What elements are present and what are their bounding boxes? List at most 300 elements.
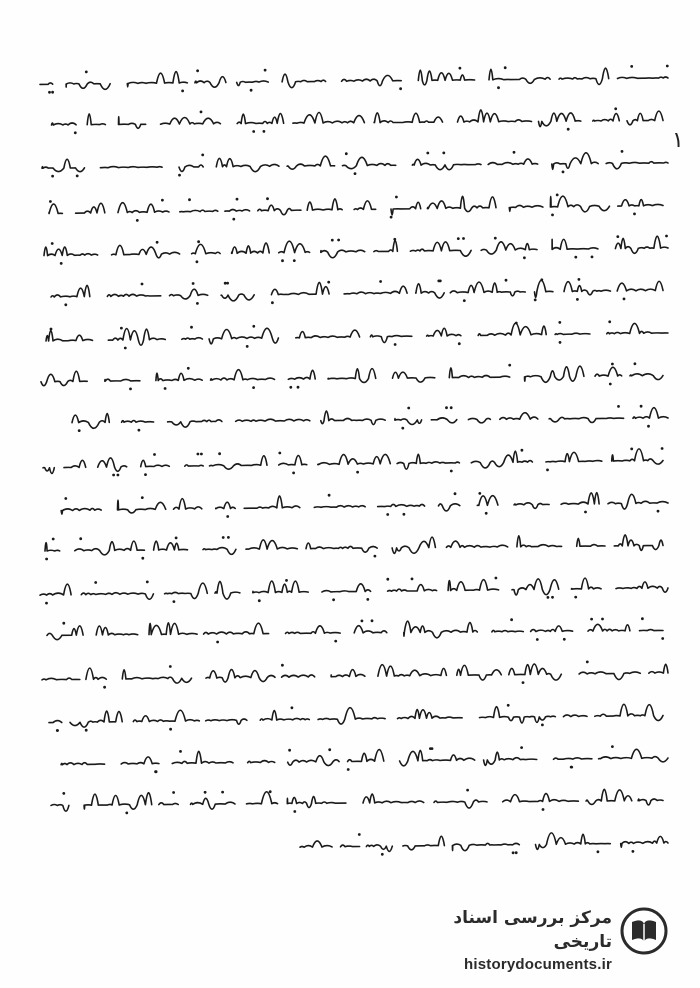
handwriting-dot xyxy=(74,131,77,134)
handwriting-word xyxy=(40,584,71,595)
handwriting-word xyxy=(488,159,538,165)
handwriting-word xyxy=(393,372,435,382)
handwriting-word xyxy=(492,630,523,631)
handwriting-word xyxy=(191,798,236,809)
handwriting-word xyxy=(509,205,543,211)
handwriting-word xyxy=(599,749,668,762)
handwriting-dot xyxy=(616,235,619,238)
handwriting-word xyxy=(400,750,475,765)
handwriting-dot xyxy=(521,449,524,452)
handwriting-dot xyxy=(520,746,523,749)
handwriting-word xyxy=(370,335,411,343)
handwriting-dot xyxy=(51,242,54,245)
handwriting-dot xyxy=(647,425,650,428)
handwriting-word xyxy=(133,710,199,721)
handwriting-dot xyxy=(494,237,497,240)
handwriting-word xyxy=(206,670,275,682)
handwriting-word xyxy=(221,294,254,301)
handwriting-word xyxy=(586,789,632,804)
handwriting-dot xyxy=(188,198,191,201)
handwriting-dot xyxy=(381,853,384,856)
handwriting-word xyxy=(617,281,663,291)
handwriting-dot xyxy=(94,581,97,584)
handwriting-word xyxy=(552,239,598,249)
handwriting-word xyxy=(579,672,640,680)
handwriting-dot xyxy=(112,474,115,477)
handwriting-word xyxy=(633,408,668,419)
handwriting-dot xyxy=(666,65,669,68)
handwriting-dot xyxy=(390,216,393,219)
handwriting-word xyxy=(434,800,487,808)
handwriting-dot xyxy=(64,303,67,306)
handwriting-word xyxy=(450,282,525,296)
handwriting-word xyxy=(61,508,101,514)
handwriting-dot xyxy=(173,600,176,603)
handwriting-word xyxy=(112,245,180,257)
handwriting-dot xyxy=(403,513,406,516)
handwriting-word xyxy=(168,420,222,427)
handwriting-word xyxy=(81,593,153,600)
handwriting-dot xyxy=(169,665,172,668)
handwriting-word xyxy=(43,468,54,474)
handwriting-word xyxy=(204,623,269,634)
handwriting-word xyxy=(64,460,86,467)
handwriting-word xyxy=(258,205,301,215)
handwriting-word xyxy=(410,242,471,256)
handwriting-word xyxy=(282,74,326,88)
handwriting-dot xyxy=(485,512,488,515)
handwriting-word xyxy=(306,543,377,552)
handwriting-word xyxy=(489,69,550,83)
handwriting-word xyxy=(70,711,122,727)
handwriting-word xyxy=(354,626,387,633)
handwriting-word xyxy=(391,202,421,215)
handwriting-word xyxy=(210,456,268,469)
handwriting-dot xyxy=(641,617,644,620)
handwriting-dot xyxy=(222,536,225,539)
handwriting-word xyxy=(366,845,392,852)
handwriting-word xyxy=(398,710,463,719)
handwriting-word xyxy=(118,500,166,513)
handwriting-word xyxy=(237,114,283,124)
handwriting-dot xyxy=(331,239,334,242)
handwriting-dot xyxy=(508,364,511,367)
handwriting-word xyxy=(225,210,250,212)
handwriting-word xyxy=(549,417,624,422)
handwriting-word xyxy=(392,537,435,553)
handwriting-word xyxy=(427,328,461,336)
handwriting-dot xyxy=(124,347,127,350)
handwriting-dot xyxy=(179,750,182,753)
handwriting-word xyxy=(206,719,247,724)
handwriting-dot xyxy=(52,538,55,541)
handwriting-dot xyxy=(252,130,255,133)
handwriting-dot xyxy=(169,728,172,731)
handwriting-dot xyxy=(141,557,144,560)
handwriting-dot xyxy=(630,65,633,68)
handwriting-word xyxy=(342,75,402,85)
handwriting-dot xyxy=(366,598,369,601)
handwriting-dot xyxy=(551,214,554,217)
handwriting-word xyxy=(638,799,663,805)
handwriting-word xyxy=(618,77,669,79)
handwriting-word xyxy=(517,536,562,547)
handwriting-word xyxy=(427,196,496,211)
handwriting-word xyxy=(321,411,385,425)
handwriting-dot xyxy=(556,194,559,197)
handwriting-word xyxy=(374,240,398,251)
handwriting-word xyxy=(608,494,668,509)
handwriting-word xyxy=(378,665,447,676)
handwriting-dot xyxy=(431,747,434,750)
handwriting-word xyxy=(72,414,109,429)
handwriting-word xyxy=(322,584,371,592)
handwriting-word xyxy=(593,114,620,121)
handwriting-word xyxy=(535,280,553,297)
handwriting-word xyxy=(477,496,498,506)
handwriting-word xyxy=(331,670,365,677)
handwriting-dot xyxy=(586,661,589,664)
handwriting-word xyxy=(328,369,376,383)
handwriting-dot xyxy=(269,790,272,793)
handwriting-word xyxy=(552,153,598,169)
handwriting-dot xyxy=(522,681,525,684)
handwriting-word xyxy=(621,836,668,847)
handwriting-dot xyxy=(574,596,577,599)
handwriting-dot xyxy=(386,578,389,581)
handwriting-word xyxy=(286,626,341,634)
handwriting-word xyxy=(192,244,221,253)
handwriting-word xyxy=(216,158,279,171)
handwriting-dot xyxy=(291,706,294,709)
handwriting-dot xyxy=(576,298,579,301)
handwriting-word xyxy=(354,201,376,210)
handwriting-word xyxy=(418,70,474,85)
handwriting-dot xyxy=(358,833,361,836)
handwriting-word xyxy=(211,370,275,380)
handwriting-dot xyxy=(85,729,88,732)
book-emblem-icon xyxy=(618,904,670,958)
handwriting-word xyxy=(449,368,509,378)
handwriting-word xyxy=(363,794,424,803)
handwriting-dot xyxy=(621,150,624,153)
handwriting-dot xyxy=(175,537,178,540)
handwriting-dot xyxy=(60,262,63,265)
handwriting-dot xyxy=(103,686,106,689)
handwriting-dot xyxy=(634,362,637,365)
handwriting-dot xyxy=(221,791,224,794)
handwriting-word xyxy=(374,113,442,123)
handwriting-dot xyxy=(281,259,284,262)
handwriting-dot xyxy=(62,622,65,625)
handwriting-word xyxy=(531,626,573,632)
handwriting-dot xyxy=(293,810,296,813)
handwriting-word xyxy=(431,418,457,423)
handwriting-dot xyxy=(204,791,207,794)
handwriting-word xyxy=(555,333,590,334)
handwriting-dot xyxy=(454,492,457,495)
handwriting-word xyxy=(627,111,663,125)
handwriting-word xyxy=(525,366,584,382)
handwriting-dot xyxy=(56,729,59,732)
handwriting-dot xyxy=(51,175,54,178)
handwriting-dot xyxy=(665,235,668,238)
handwriting-word xyxy=(452,843,519,850)
handwriting-word xyxy=(282,675,315,677)
handwriting-word xyxy=(514,503,549,509)
handwriting-dot xyxy=(623,298,626,301)
handwriting-word xyxy=(348,750,384,762)
handwriting-word xyxy=(536,833,611,850)
handwriting-dot xyxy=(661,637,664,640)
handwriting-dot xyxy=(551,596,554,599)
handwriting-dot xyxy=(547,596,550,599)
watermark-website: historydocuments.ir xyxy=(464,956,612,973)
handwriting-dot xyxy=(224,282,227,285)
handwriting-dot xyxy=(541,724,544,727)
handwriting-dot xyxy=(141,283,144,286)
handwriting-dot xyxy=(45,602,48,605)
handwriting-word xyxy=(108,329,165,346)
handwriting-word xyxy=(458,110,532,122)
handwriting-dot xyxy=(129,388,132,391)
handwriting-word xyxy=(159,803,178,805)
handwriting-dot xyxy=(258,599,261,602)
handwriting-word xyxy=(122,421,154,423)
handwriting-dot xyxy=(347,768,350,771)
handwriting-dot xyxy=(457,237,460,240)
handwriting-dot xyxy=(393,238,396,241)
handwriting-dot xyxy=(608,320,611,323)
handwriting-dot xyxy=(337,239,340,242)
handwriting-word xyxy=(607,323,668,333)
handwriting-word xyxy=(149,623,197,635)
handwriting-word xyxy=(42,159,85,171)
handwriting-word xyxy=(215,581,240,599)
handwriting-dot xyxy=(271,301,274,304)
handwriting-dot xyxy=(200,111,203,114)
handwriting-dot xyxy=(64,497,67,500)
handwriting-dot xyxy=(459,67,462,70)
handwriting-word xyxy=(66,82,110,89)
handwriting-dot xyxy=(62,792,65,795)
handwriting-dot xyxy=(450,470,453,473)
handwriting-word xyxy=(559,68,609,84)
handwriting-word xyxy=(478,323,546,335)
handwriting-dot xyxy=(236,198,239,201)
handwriting-word xyxy=(45,543,60,551)
handwriting-dot xyxy=(633,213,636,216)
handwriting-word xyxy=(588,624,630,631)
handwriting-word xyxy=(236,419,310,421)
handwriting-dot xyxy=(154,770,157,773)
handwriting-word xyxy=(161,118,221,125)
handwriting-word xyxy=(403,836,445,850)
handwriting-dot xyxy=(289,386,292,389)
handwriting-dot xyxy=(630,448,633,451)
handwriting-dot xyxy=(201,154,204,157)
handwriting-word xyxy=(503,794,579,802)
handwriting-dot xyxy=(190,326,193,329)
handwriting-word xyxy=(195,77,226,88)
handwriting-word xyxy=(253,581,308,593)
handwriting-dot xyxy=(657,510,660,513)
handwriting-word xyxy=(287,796,346,807)
handwriting-word xyxy=(539,113,581,127)
handwriting-dot xyxy=(297,386,300,389)
handwriting-dot xyxy=(590,618,593,621)
handwriting-dot xyxy=(264,69,267,72)
handwriting-word xyxy=(287,156,335,169)
handwriting-word xyxy=(439,504,460,511)
handwriting-dot xyxy=(117,474,120,477)
handwriting-dot xyxy=(407,407,410,410)
handwriting-word xyxy=(630,374,663,380)
handwriting-dot xyxy=(178,174,181,177)
handwriting-word xyxy=(174,499,202,510)
handwriting-dot xyxy=(394,343,397,346)
handwriting-word xyxy=(84,793,152,809)
handwriting-word xyxy=(446,541,507,547)
handwriting-dot xyxy=(437,280,440,283)
handwriting-dot xyxy=(285,579,288,582)
handwriting-word xyxy=(248,761,275,763)
handwriting-dot xyxy=(328,748,331,751)
handwriting-word xyxy=(41,371,87,385)
handwriting-dot xyxy=(356,471,359,474)
handwriting-dot xyxy=(76,175,79,178)
handwriting-word xyxy=(105,379,140,381)
handwriting-dot xyxy=(252,386,255,389)
handwriting-dot xyxy=(45,558,48,561)
handwriting-word xyxy=(47,626,83,640)
handwriting-dot xyxy=(196,302,199,305)
handwriting-word xyxy=(318,708,385,724)
handwriting-word xyxy=(119,117,146,129)
handwriting-word xyxy=(46,330,93,341)
handwriting-dot xyxy=(146,581,149,584)
handwriting-word xyxy=(288,370,315,379)
handwriting-dot xyxy=(354,172,357,175)
handwriting-dot xyxy=(395,196,398,199)
handwriting-word xyxy=(156,373,202,380)
handwriting-word xyxy=(616,582,668,592)
handwriting-word xyxy=(397,454,459,469)
handwriting-word xyxy=(321,250,365,258)
handwriting-word xyxy=(42,678,80,680)
handwriting-word xyxy=(271,282,329,294)
handwriting-dot xyxy=(542,808,545,811)
handwriting-word xyxy=(318,454,391,464)
handwriting-dot xyxy=(164,387,167,390)
handwriting-dot xyxy=(411,578,414,581)
handwriting-word xyxy=(341,845,360,847)
handwriting-word xyxy=(49,204,62,213)
handwriting-dot xyxy=(172,791,175,794)
handwriting-word xyxy=(185,465,203,466)
handwriting-word xyxy=(395,419,422,425)
handwriting-word xyxy=(260,711,309,721)
handwriting-dot xyxy=(462,237,465,240)
handwriting-dot xyxy=(197,453,200,456)
handwriting-word xyxy=(300,841,332,847)
handwriting-dot xyxy=(49,200,52,203)
handwriting-dot xyxy=(562,171,565,174)
handwriting-word xyxy=(40,83,53,84)
handwriting-word xyxy=(232,243,270,253)
handwriting-word xyxy=(484,752,537,765)
handwriting-word xyxy=(480,707,556,723)
handwriting-dot xyxy=(361,620,364,623)
handwriting-word xyxy=(121,757,159,764)
handwriting-dot xyxy=(504,66,507,69)
handwriting-dot xyxy=(281,664,284,667)
handwriting-dot xyxy=(640,405,643,408)
handwriting-dot xyxy=(463,299,466,302)
handwriting-dot xyxy=(536,638,539,641)
handwriting-dot xyxy=(345,152,348,155)
handwriting-dot xyxy=(288,749,291,752)
handwriting-word xyxy=(180,210,218,212)
handwriting-dot xyxy=(328,494,331,497)
archive-watermark xyxy=(390,896,670,974)
handwriting-dot xyxy=(85,71,88,74)
handwriting-word xyxy=(279,456,307,465)
handwriting-dot xyxy=(512,851,515,854)
handwriting-dot xyxy=(266,197,269,200)
handwriting-dot xyxy=(78,429,81,432)
handwriting-word xyxy=(49,721,62,723)
handwriting-word xyxy=(416,284,445,298)
handwriting-dot xyxy=(614,107,617,110)
handwriting-dot xyxy=(153,453,156,456)
handwriting-word xyxy=(127,72,187,87)
handwriting-dot xyxy=(601,618,604,621)
handwriting-word xyxy=(61,763,105,765)
handwriting-dot xyxy=(197,240,200,243)
handwriting-word xyxy=(247,792,278,804)
handwriting-dot xyxy=(278,452,281,455)
handwriting-dot xyxy=(200,453,203,456)
handwriting-word xyxy=(546,452,602,462)
handwriting-word xyxy=(118,203,169,213)
handwriting-word xyxy=(182,338,203,340)
handwriting-dot xyxy=(293,259,296,262)
handwriting-word xyxy=(649,664,668,673)
handwriting-dot xyxy=(218,452,221,455)
handwriting-dot xyxy=(334,640,337,643)
handwriting-dot xyxy=(597,850,600,853)
handwriting-dot xyxy=(138,429,141,432)
handwriting-word xyxy=(512,579,559,595)
handwriting-dot xyxy=(450,406,453,409)
handwriting-word xyxy=(141,460,170,466)
handwriting-dot xyxy=(505,279,508,282)
handwriting-dot xyxy=(495,577,498,580)
handwriting-dot xyxy=(399,87,402,90)
handwriting-dot xyxy=(466,789,469,792)
handwriting-dot xyxy=(611,745,614,748)
handwriting-dot xyxy=(51,91,54,94)
handwriting-dot xyxy=(181,90,184,93)
handwriting-dot xyxy=(292,472,295,475)
handwriting-dot xyxy=(534,299,537,302)
handwriting-dot xyxy=(401,427,404,430)
handwriting-word xyxy=(87,114,105,125)
handwriting-word xyxy=(344,286,407,294)
handwriting-word xyxy=(378,504,425,506)
handwriting-dot xyxy=(515,851,518,854)
